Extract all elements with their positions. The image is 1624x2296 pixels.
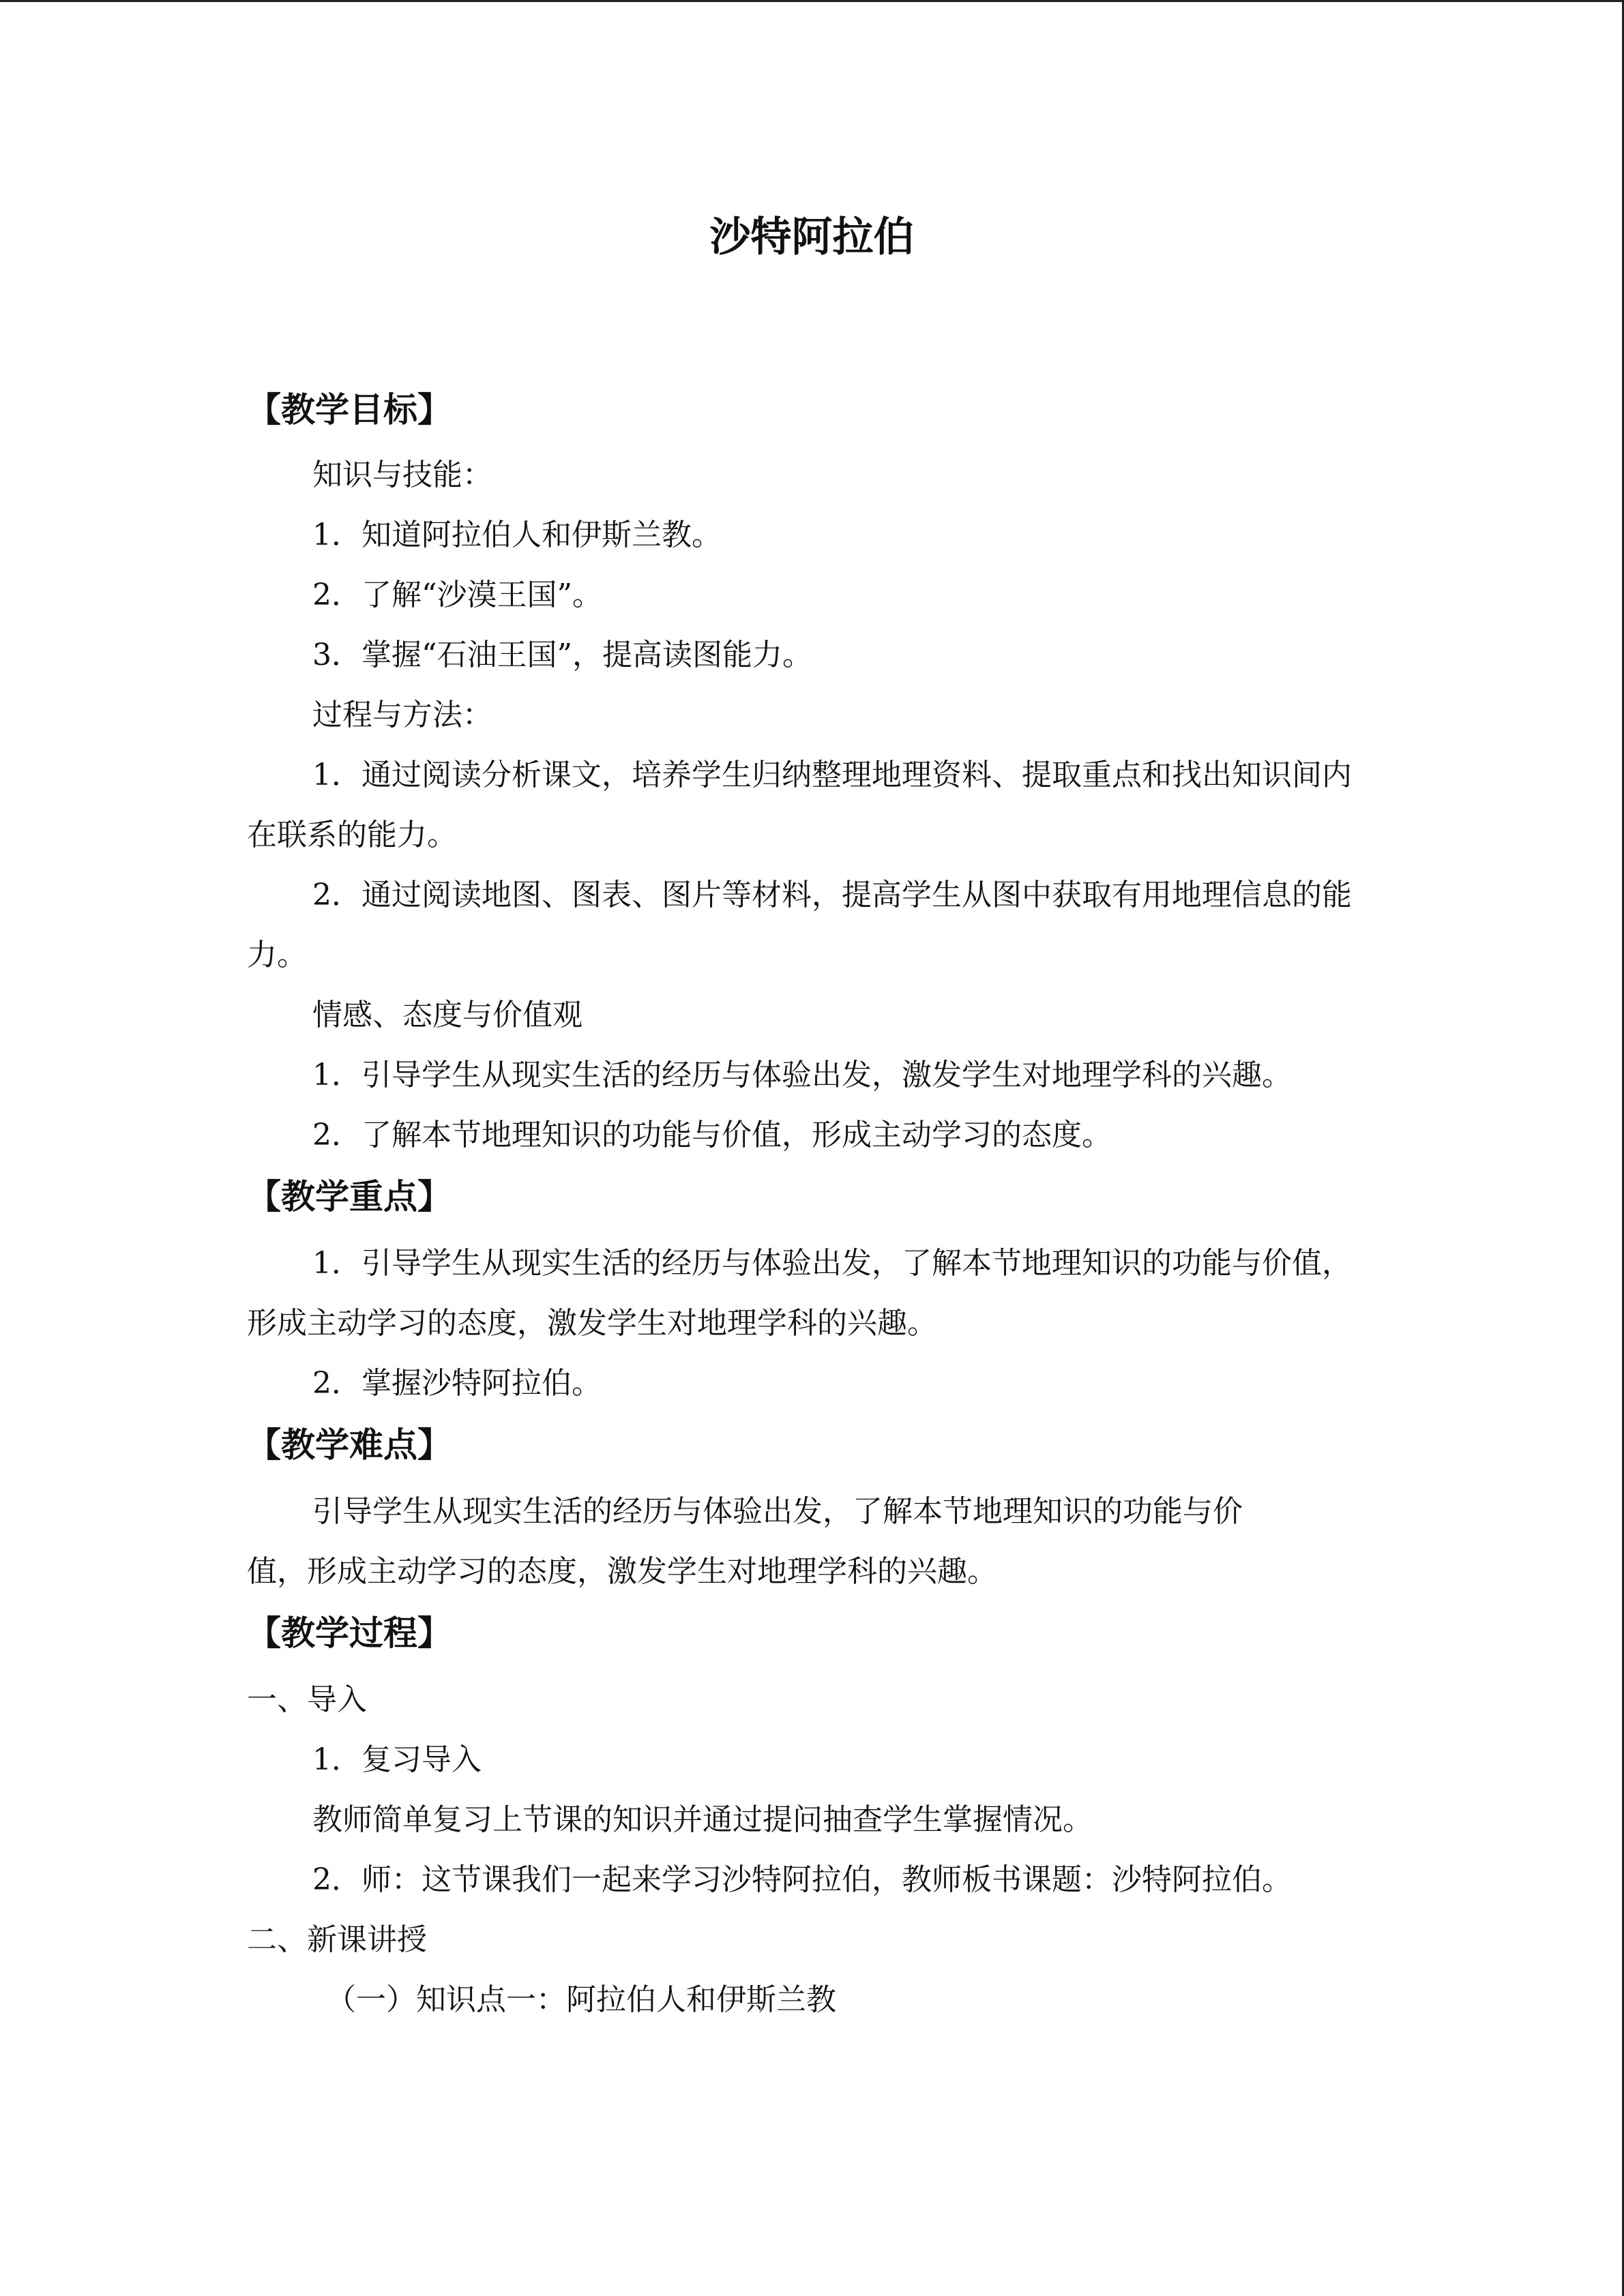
paragraph: 情感、态度与价值观 [312,998,582,1032]
page-border-top [0,0,1624,2]
paragraph: 知识与技能： [312,458,492,492]
paragraph: 3．掌握“石油王国”，提高读图能力。 [312,638,812,672]
paragraph: 1．引导学生从现实生活的经历与体验出发，激发学生对地理学科的兴趣。 [312,1058,1292,1092]
paragraph: 引导学生从现实生活的经历与体验出发，了解本节地理知识的功能与价 [312,1494,1243,1529]
section-heading-difficulties: 【教学难点】 [247,1425,452,1465]
paragraph: 2．了解“沙漠王国”。 [312,578,602,612]
paragraph: 过程与方法： [312,698,492,732]
paragraph: 2．通过阅读地图、图表、图片等材料，提高学生从图中获取有用地理信息的能力。 [247,878,1352,972]
paragraph: 二、新课讲授 [247,1922,427,1957]
paragraph: 2．师：这节课我们一起来学习沙特阿拉伯，教师板书课题：沙特阿拉伯。 [312,1862,1292,1897]
paragraph: 一、导入 [247,1682,367,1717]
paragraph: 1．复习导入 [312,1742,482,1777]
paragraph: 1．引导学生从现实生活的经历与体验出发，了解本节地理知识的功能与价值，形成主动学习的态度，激发学生对地理学科的兴趣。 [247,1246,1352,1341]
paragraph: 2．了解本节地理知识的功能与价值，形成主动学习的态度。 [312,1118,1112,1152]
paragraph: 2．掌握沙特阿拉伯。 [312,1366,602,1401]
paragraph: 值，形成主动学习的态度，激发学生对地理学科的兴趣。 [247,1554,997,1589]
paragraph: 1．知道阿拉伯人和伊斯兰教。 [312,518,722,552]
paragraph: （一）知识点一：阿拉伯人和伊斯兰教 [326,1982,836,2017]
section-heading-key-points: 【教学重点】 [247,1176,452,1217]
paragraph: 1．通过阅读分析课文，培养学生归纳整理地理资料、提取重点和找出知识间内在联系的能力。 [247,758,1352,852]
section-heading-objectives: 【教学目标】 [247,389,452,430]
document-body [247,378,1379,2030]
section-heading-process: 【教学过程】 [247,1613,452,1653]
document-title: 沙特阿拉伯 [709,213,915,261]
paragraph: 教师简单复习上节课的知识并通过提问抽查学生掌握情况。 [312,1802,1093,1837]
